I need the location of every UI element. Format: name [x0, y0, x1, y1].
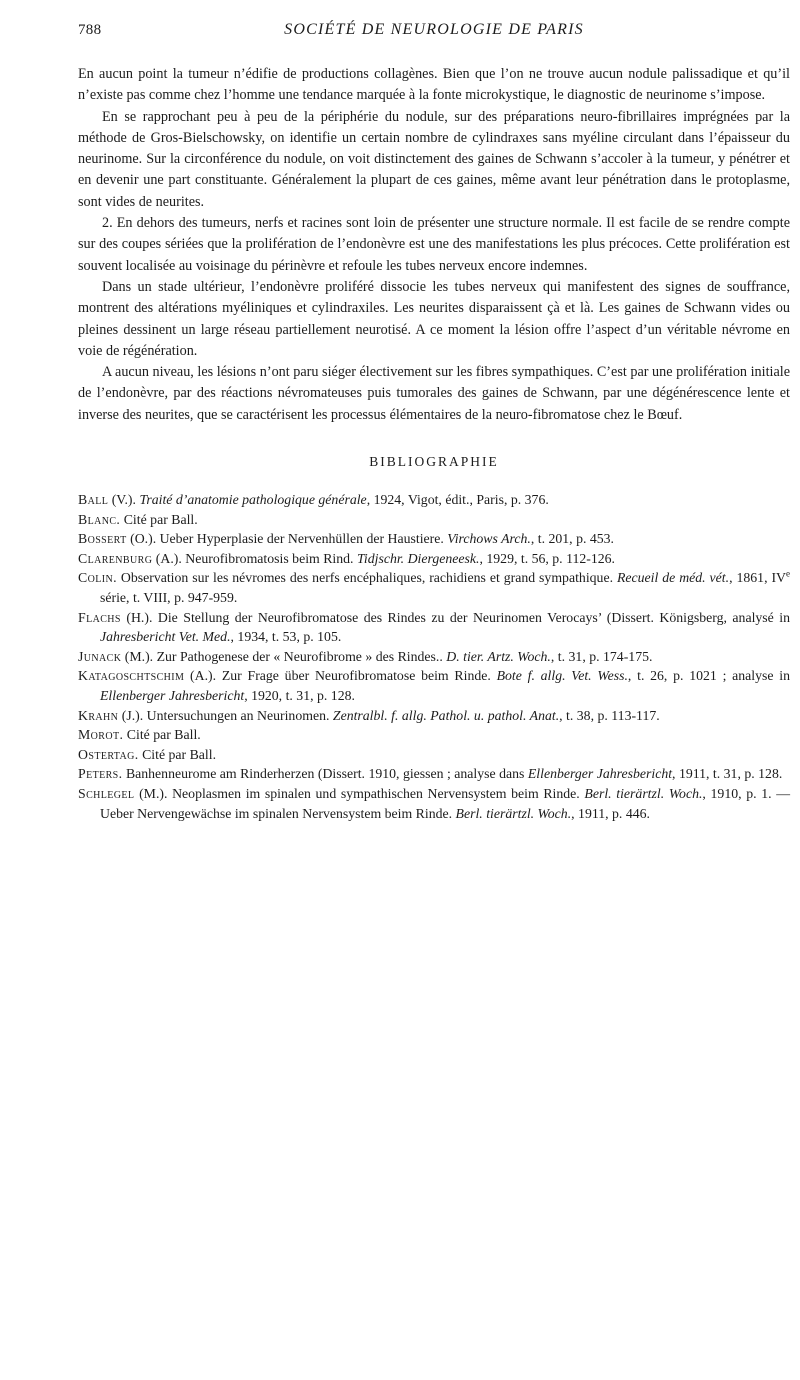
ref-title: D. tier. Artz. Woch. [446, 648, 551, 664]
ref-superscript: e [786, 568, 791, 579]
ref-author: Flachs [78, 609, 121, 625]
ref-title: Ellenberger Jahresbericht [527, 766, 673, 782]
ref-author: Ball [78, 492, 109, 508]
ref-text: (A.). Zur Frage über Neurofibromatose beim Rinde. [190, 668, 497, 684]
ref-title-2: Berl. tierärtzl. Woch. [455, 805, 572, 821]
running-head [78, 20, 790, 46]
ref-text: (A.). Neurofibromatosis beim Rind. [155, 550, 357, 566]
ref-title: Traité d’anatomie pathologique générale [139, 492, 367, 508]
ref-author: Bossert [78, 531, 127, 547]
bibliography-entry [78, 529, 790, 549]
ref-author: Katagoschtschim [78, 668, 185, 684]
ref-title: Tidjschr. Diergeneesk. [356, 550, 480, 566]
ref-rest: , 1911, t. 31, p. 128. [672, 766, 783, 782]
ref-rest: , t. 38, p. 113-117. [559, 707, 660, 723]
ref-rest: , 1929, t. 56, p. 112-126. [479, 550, 616, 566]
paragraph: En aucun point la tumeur n’édifie de productions collagènes. Bien que l’on ne trouve aucun nodule palissadique et qu’il n’existe pas comme chez l’homme une tendance marquée à la fonte microkystique, le diagnostic de neurinome s’impose. [78, 66, 790, 104]
body-text [78, 64, 790, 426]
ref-rest: , t. 26, p. 1021 ; analyse in [627, 668, 791, 684]
ref-tail: , 1911, p. 446. [571, 805, 650, 821]
bibliography-entry [78, 706, 790, 726]
bibliography-entry [78, 725, 790, 745]
ref-title: Zentralbl. f. allg. Pathol. u. pathol. Anat. [332, 707, 560, 723]
ref-title: Virchows Arch. [447, 531, 531, 547]
ref-author: Blanc. [78, 511, 121, 527]
bibliography-entry [78, 647, 790, 667]
ref-tail: série, t. VIII, p. 947-959. [100, 590, 238, 606]
bibliography-entry [78, 764, 790, 784]
ref-text: (V.). [111, 492, 140, 508]
ref-text: (M.). Zur Pathogenese der « Neurofibrome » des Rindes.. [124, 648, 447, 664]
ref-text: (O.). Ueber Hyperplasie der Nervenhüllen der Haustiere. [130, 531, 448, 547]
ref-title: Bote f. allg. Vet. Wess. [496, 668, 628, 684]
bibliography-entry [78, 549, 790, 569]
bibliography-entry [78, 568, 790, 607]
ref-author: Colin. [78, 570, 117, 586]
bibliography-entry [78, 510, 790, 530]
ref-author: Ostertag. [78, 746, 139, 762]
ref-rest: , 1861, IV [729, 570, 787, 586]
ref-rest: , 1924, Vigot, édit., Paris, p. 376. [366, 492, 549, 508]
ref-author: Schlegel [78, 785, 135, 801]
ref-rest: , t. 31, p. 174-175. [550, 648, 653, 664]
ref-text: Cité par Ball. [126, 727, 201, 743]
bibliography-heading: BIBLIOGRAPHIE [369, 454, 499, 470]
bibliography-entry [78, 784, 790, 823]
ref-author: Krahn [78, 707, 119, 723]
ref-rest: , 1910, p. 1. — Ueber Nervengewächse im spinalen Nervensystem beim Rinde. [100, 785, 791, 821]
ref-text: (M.). Neoplasmen im spinalen und sympathischen Nervensystem beim Rinde. [139, 785, 585, 801]
ref-title: Berl. tierärtzl. Woch. [584, 785, 703, 801]
ref-text: (H.). Die Stellung der Neurofibromatose des Rindes zu der Neurinomen Verocays’ (Dissert. Königsberg, analysé in [126, 609, 790, 625]
paragraph: A aucun niveau, les lésions n’ont paru siéger électivement sur les fibres sympathiques. C’est par une prolifération initiale de l’endonèvre, par des réactions névromateuses puis tumorales des gaines de Schwann, par une dégénérescence lente et inverse des neurites, que se caractérisent les processus élémentaires de la neuro-fibromatose chez le Bœuf. [78, 364, 790, 423]
ref-text: (J.). Untersuchungen an Neurinomen. [121, 707, 333, 723]
ref-author: Junack [78, 648, 122, 664]
ref-author: Peters. [78, 766, 123, 782]
bibliography-entry [78, 608, 790, 647]
bibliography-list [78, 490, 790, 823]
ref-text: Banhenneurome am Rinderherzen (Dissert. 1910, giessen ; analyse dans [125, 766, 528, 782]
ref-text: Cité par Ball. [123, 511, 198, 527]
ref-title: Jahresbericht Vet. Med. [100, 629, 231, 645]
bibliography-entry [78, 666, 790, 705]
paragraph: 2. En dehors des tumeurs, nerfs et racines sont loin de présenter une structure normale. Il est facile de se rendre compte sur des coupes sériées que la prolifération de l’endonèvre est une des manifestations les plus précoces. Cette prolifération est souvent localisée au voisinage du périnèvre et refoule les tubes nerveux encore indemnes. [78, 215, 790, 274]
ref-text: Observation sur les névromes des nerfs encéphaliques, rachidiens et grand sympathique. [120, 570, 617, 586]
ref-author: Clarenburg [78, 550, 153, 566]
ref-rest: , 1934, t. 53, p. 105. [230, 629, 342, 645]
bibliography-entry [78, 490, 790, 510]
paragraph: En se rapprochant peu à peu de la périphérie du nodule, sur des préparations neuro-fibrillaires imprégnées par la méthode de Gros-Bielschowsky, on identifie un certain nombre de cylindraxes sans myéline circulant dans l’épaisseur du neurinome. Sur la circonférence du nodule, on voit distinctement des gaines de Schwann s’accoler à la tumeur, y pénétrer et en devenir une part constituante. Généralement la plupart de ces gaines, même avant leur pénétration dans le protoplasme, sont vides de neurites. [78, 108, 790, 210]
journal-title: SOCIÉTÉ DE NEUROLOGIE DE PARIS [284, 21, 584, 38]
ref-title: Recueil de méd. vét. [616, 570, 730, 586]
document-page [78, 20, 790, 823]
ref-author: Morot. [78, 727, 124, 743]
ref-text: Cité par Ball. [142, 746, 217, 762]
ref-title-2: Ellenberger Jahresbericht [100, 687, 245, 703]
paragraph: Dans un stade ultérieur, l’endonèvre proliféré dissocie les tubes nerveux qui manifestent des signes de souffrance, montrent des altérations myéliniques et cylindraxiles. Les neurites disparaissent çà et là. Les gaines de Schwann vides ou pleines dessinent un large réseau partiellement neurotisé. A ce moment la lésion offre l’aspect d’un véritable névrome en voie de régénération. [78, 278, 790, 359]
ref-rest: , t. 201, p. 453. [530, 531, 615, 547]
bibliography-entry [78, 745, 790, 765]
ref-tail: , 1920, t. 31, p. 128. [244, 687, 355, 703]
page-number: 788 [78, 22, 102, 38]
